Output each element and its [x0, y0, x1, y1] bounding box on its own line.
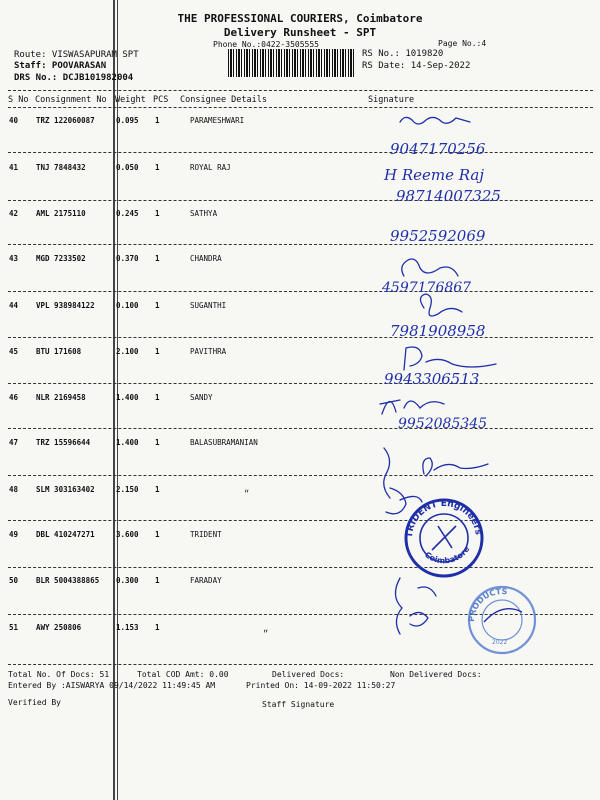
row-sno: 43	[9, 254, 19, 263]
col-signature: Signature	[368, 95, 415, 105]
stamp-date: 2022	[492, 639, 508, 646]
row-sno: 45	[9, 347, 19, 356]
handwritten-phone: 7981908958	[390, 322, 486, 340]
barcode	[228, 49, 354, 77]
signature-scribble	[400, 117, 470, 124]
row-consignment: BTU 171608	[36, 347, 82, 356]
handwritten-phone: 9047170256	[390, 140, 486, 158]
row-pcs: 1	[155, 163, 160, 172]
col-weight: Weight	[115, 95, 146, 105]
total-docs: Total No. Of Docs: 51	[8, 670, 110, 679]
row-consignment: VPL 938984122	[36, 301, 95, 310]
row-consignment: AWY 250806	[36, 623, 82, 632]
row-consignment: AML 2175110	[36, 209, 86, 218]
stray-mark: ״	[244, 490, 250, 500]
row-consignee: TRIDENT	[190, 530, 222, 539]
staff-label: Staff: POOVARASAN	[14, 61, 107, 71]
row-weight: 1.400	[116, 393, 139, 402]
row-weight: 0.300	[116, 576, 139, 585]
phone-number: Phone No.:0422-3505555	[213, 40, 319, 49]
signature-scribble	[384, 448, 488, 498]
svg-text:TRIDENT Engineers	[405, 499, 483, 538]
drs-label: DRS No.: DCJB101982004	[14, 73, 134, 83]
row-pcs: 1	[155, 209, 160, 218]
row-sno: 47	[9, 438, 19, 447]
row-consignee: PARAMESHWARI	[190, 116, 245, 125]
row-consignment: SLM 303163402	[36, 485, 95, 494]
signature-scribble	[404, 347, 496, 370]
row-consignment: TRZ 122060087	[36, 116, 95, 125]
row-consignment: TRZ 15596644	[36, 438, 91, 447]
handwritten-phone: 9952592069	[390, 227, 486, 245]
row-weight: 0.095	[116, 116, 139, 125]
staff-signature: Staff Signature	[262, 700, 335, 709]
row-consignment: DBL 410247271	[36, 530, 95, 539]
row-pcs: 1	[155, 485, 160, 494]
handwritten-phone: 98714007325	[396, 187, 501, 205]
row-consignee: PAVITHRA	[190, 347, 227, 356]
signature-scribble	[402, 259, 458, 276]
stray-mark: ״	[263, 630, 269, 640]
non-delivered-docs: Non Delivered Docs:	[390, 670, 482, 679]
stamp-text-top: PRODUCTS	[466, 586, 508, 623]
signature-scribble	[420, 294, 462, 316]
row-consignee: SATHYA	[190, 209, 218, 218]
svg-text:PRODUCTS	[467, 587, 508, 622]
row-consignee: ROYAL RAJ	[190, 163, 231, 172]
rs-date: RS Date: 14-Sep-2022	[362, 61, 471, 71]
row-consignee: CHANDRA	[190, 254, 222, 263]
col-sno: S No	[8, 95, 29, 105]
page-number: Page No.:4	[438, 39, 487, 48]
row-sno: 40	[9, 116, 19, 125]
row-sno: 46	[9, 393, 19, 402]
handwritten-phone: 9952085345	[398, 416, 488, 432]
row-weight: 1.153	[116, 623, 139, 632]
row-consignee: FARADAY	[190, 576, 222, 585]
row-pcs: 1	[155, 393, 160, 402]
row-weight: 2.100	[116, 347, 139, 356]
stamp-text-top: TRIDENT Engineers	[404, 498, 483, 539]
row-pcs: 1	[155, 254, 160, 263]
row-consignment: BLR 5004388865	[36, 576, 100, 585]
row-sno: 41	[9, 163, 19, 172]
row-pcs: 1	[155, 347, 160, 356]
company-title: THE PROFESSIONAL COURIERS, Coimbatore	[177, 12, 423, 25]
printed-on: Printed On: 14-09-2022 11:50:27	[246, 681, 396, 690]
row-pcs: 1	[155, 530, 160, 539]
faraday-stamp	[462, 582, 542, 656]
entered-by: Entered By :AISWARYA 09/14/2022 11:49:45 AM	[8, 681, 216, 690]
header-rule	[8, 90, 593, 91]
row-sno: 48	[9, 485, 19, 494]
signature-scribble	[395, 578, 436, 634]
row-sno: 49	[9, 530, 19, 539]
runsheet-title: Delivery Runsheet - SPT	[223, 26, 377, 39]
total-cod: Total COD Amt: 0.00	[137, 670, 229, 679]
row-consignee: SANDY	[190, 393, 213, 402]
svg-text:Coimbatore	[423, 544, 472, 565]
row-weight: 2.150	[116, 485, 139, 494]
row-weight: 0.370	[116, 254, 139, 263]
trident-stamp	[398, 496, 490, 578]
row-consignee: BALASUBRAMANIAN	[190, 438, 258, 447]
signature-scribble	[380, 400, 444, 414]
row-pcs: 1	[155, 438, 160, 447]
row-consignment: NLR 2169458	[36, 393, 86, 402]
row-pcs: 1	[155, 623, 160, 632]
route-label: Route: VISWASAPURAM SPT	[14, 50, 139, 60]
col-pcs: PCS	[153, 95, 169, 105]
row-weight: 3.600	[116, 530, 139, 539]
row-pcs: 1	[155, 576, 160, 585]
handwritten-phone: 4597176867	[382, 280, 472, 296]
handwritten-phone: 9943306513	[384, 370, 480, 388]
verified-by: Verified By	[8, 698, 61, 707]
scan-stripe	[113, 0, 115, 800]
row-consignment: MGD 7233502	[36, 254, 86, 263]
row-weight: 0.100	[116, 301, 139, 310]
row-weight: 0.050	[116, 163, 139, 172]
row-pcs: 1	[155, 116, 160, 125]
row-sno: 51	[9, 623, 19, 632]
handwritten-name: H Reeme Raj	[384, 166, 484, 184]
col-consignment: Consignment No	[35, 95, 107, 105]
row-sno: 50	[9, 576, 19, 585]
rs-number: RS No.: 1019820	[362, 49, 444, 59]
row-weight: 0.245	[116, 209, 139, 218]
row-pcs: 1	[155, 301, 160, 310]
row-sno: 42	[9, 209, 19, 218]
row-consignee: SUGANTHI	[190, 301, 227, 310]
delivered-docs: Delivered Docs:	[272, 670, 345, 679]
stamp-text-bottom: Coimbatore	[422, 544, 472, 566]
row-consignment: TNJ 7848432	[36, 163, 86, 172]
col-consignee: Consignee Details	[180, 95, 267, 105]
row-sno: 44	[9, 301, 19, 310]
row-weight: 1.400	[116, 438, 139, 447]
